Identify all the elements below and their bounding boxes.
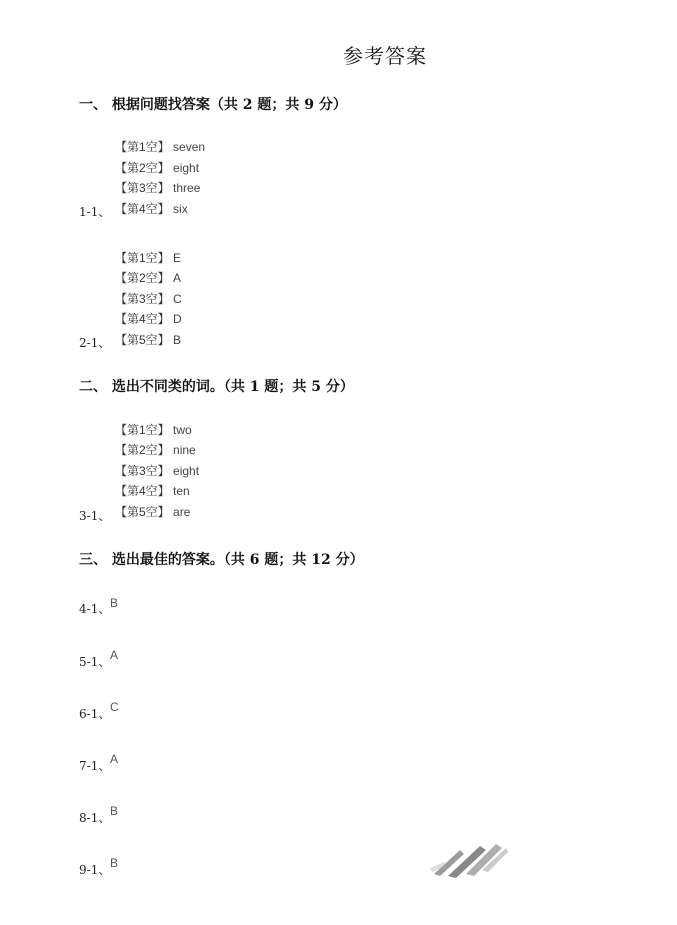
page-title: 参考答案: [343, 44, 427, 68]
section-heading-2: 二、 选出不同类的词。（共 1 题；共 5 分）: [79, 379, 354, 395]
question-number: 4-1、: [79, 602, 111, 616]
blank-answer: 【第1空】 E: [115, 251, 182, 265]
blank-answer: 【第5空】 B: [115, 333, 182, 347]
section-heading-3: 三、 选出最佳的答案。（共 6 题；共 12 分）: [79, 552, 364, 568]
blank-answer: 【第4空】 ten: [115, 484, 190, 498]
choice-answer: A: [110, 752, 119, 766]
smudge-mark-image: [430, 838, 510, 878]
blank-answer: 【第4空】 D: [115, 312, 182, 326]
choice-answer: B: [110, 596, 119, 610]
choice-answer: C: [110, 700, 119, 714]
question-number: 6-1、: [79, 707, 111, 721]
section-heading-1: 一、 根据问题找答案（共 2 题；共 9 分）: [79, 97, 347, 113]
blank-answer: 【第1空】 two: [115, 423, 192, 437]
blank-answer: 【第3空】 C: [115, 292, 182, 306]
blank-answer: 【第2空】 A: [115, 271, 182, 285]
blank-answer: 【第3空】 three: [115, 181, 201, 195]
question-number: 1-1、: [79, 205, 111, 219]
choice-answer: B: [110, 856, 119, 870]
blank-answer: 【第3空】 eight: [115, 464, 200, 478]
choice-answer: B: [110, 804, 119, 818]
blank-answer: 【第5空】 are: [115, 505, 191, 519]
choice-answer: A: [110, 648, 119, 662]
question-number: 9-1、: [79, 863, 111, 877]
blank-answer: 【第2空】 eight: [115, 161, 200, 175]
blank-answer: 【第4空】 six: [115, 202, 188, 216]
question-number: 5-1、: [79, 655, 111, 669]
question-number: 2-1、: [79, 336, 111, 350]
blank-answer: 【第1空】 seven: [115, 140, 206, 154]
question-number: 8-1、: [79, 811, 111, 825]
question-number: 7-1、: [79, 759, 111, 773]
blank-answer: 【第2空】 nine: [115, 443, 196, 457]
question-number: 3-1、: [79, 509, 111, 523]
